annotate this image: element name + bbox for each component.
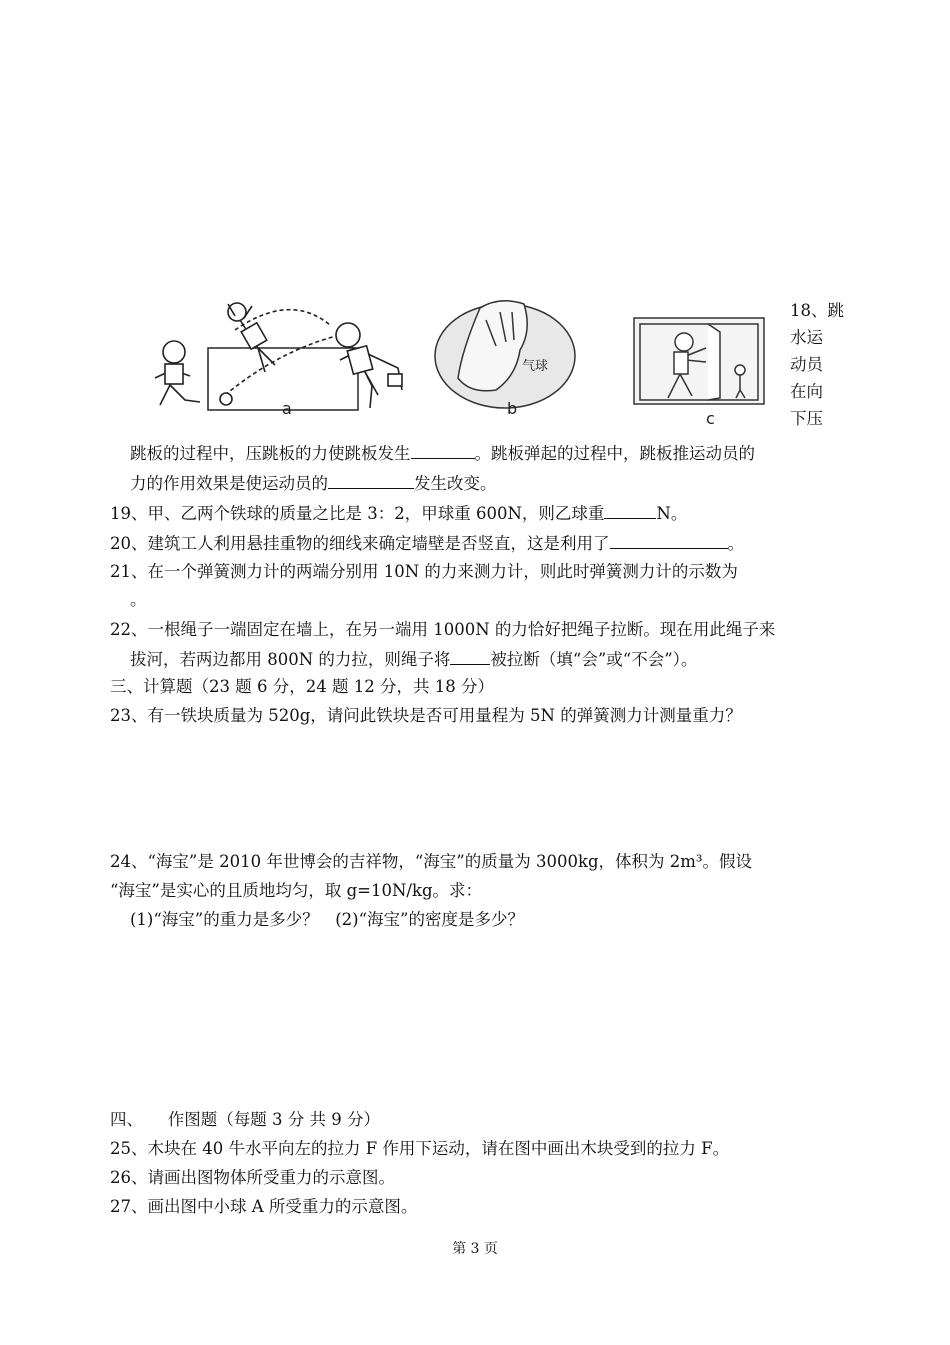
q22-text: 拔河，若两边都用 800N 的力拉，则绳子将 — [130, 650, 451, 669]
section-4-heading: 四、 作图题（每题 3 分 共 9 分） — [110, 1110, 380, 1129]
q18-blank-1[interactable] — [411, 440, 475, 459]
figure-c-door — [634, 318, 764, 404]
q18-text: 发生改变。 — [414, 474, 497, 493]
q20-text: 。 — [727, 534, 744, 553]
q27: 27、画出图中小球 A 所受重力的示意图。 — [110, 1197, 418, 1216]
q20 — [110, 530, 744, 556]
figure-c-label: c — [706, 409, 715, 428]
q19-text: N。 — [656, 504, 688, 523]
q18-text: 力的作用效果是使运动员的 — [130, 474, 328, 493]
q22-text: 被拉断（填“会”或“不会”）。 — [490, 650, 698, 669]
q18-side-line: 动员 — [790, 355, 823, 374]
q18-side-line: 下压 — [790, 409, 823, 428]
figure-b-balloon — [435, 301, 575, 408]
q22-blank[interactable] — [450, 646, 490, 665]
q25: 25、木块在 40 牛水平向左的拉力 F 作用下运动，请在图中画出木块受到的拉力 F。 — [110, 1139, 730, 1158]
page-footer: 第 3 页 — [452, 1241, 498, 1257]
q19-blank[interactable] — [604, 500, 656, 519]
q22-line-1: 22、一根绳子一端固定在墙上，在另一端用 1000N 的力恰好把绳子拉断。现在用此绳子来 — [110, 620, 776, 639]
figure-b-label: b — [507, 399, 518, 418]
figure-strip — [140, 290, 790, 430]
q19 — [110, 500, 687, 526]
q20-text: 20、建筑工人利用悬挂重物的细线来确定墙壁是否竖直，这是利用了 — [110, 534, 610, 553]
q18-line-2 — [130, 470, 497, 496]
q18-text: 跳板的过程中，压跳板的力使跳板发生 — [130, 444, 411, 463]
q24-line-3: (1)“海宝”的重力是多少？ (2)“海宝”的密度是多少？ — [130, 910, 524, 929]
q21-line-2: 。 — [130, 590, 147, 609]
q20-blank[interactable] — [610, 530, 728, 549]
q26: 26、请画出图物体所受重力的示意图。 — [110, 1168, 395, 1187]
q18-side-text — [790, 297, 850, 432]
q18-text: 。跳板弹起的过程中，跳板推运动员的 — [474, 444, 755, 463]
figure-a-soccer — [155, 303, 402, 410]
section-3-heading: 三、计算题（23 题 6 分，24 题 12 分，共 18 分） — [110, 677, 494, 696]
q24-line-2: “海宝”是实心的且质地均匀，取 g=10N/kg。求： — [110, 881, 483, 900]
q24-line-1: 24、“海宝”是 2010 年世博会的吉祥物，“海宝”的质量为 3000kg，体积为 2m³。假设 — [110, 852, 753, 871]
balloon-text: 气球 — [522, 359, 549, 374]
q18-line-1 — [130, 440, 755, 466]
q22-line-2 — [130, 646, 697, 672]
q21-line-1: 21、在一个弹簧测力计的两端分别用 10N 的力来测力计，则此时弹簧测力计的示数为 — [110, 562, 738, 581]
figure-a-label: a — [282, 399, 292, 418]
q18-side-line: 水运 — [790, 328, 823, 347]
q18-side-line: 18、跳 — [790, 301, 844, 320]
q19-text: 19、甲、乙两个铁球的质量之比是 3：2，甲球重 600N，则乙球重 — [110, 504, 605, 523]
q18-blank-2[interactable] — [328, 470, 414, 489]
q18-side-line: 在向 — [790, 382, 823, 401]
q23: 23、有一铁块质量为 520g，请问此铁块是否可用量程为 5N 的弹簧测力计测量重力？ — [110, 706, 742, 725]
